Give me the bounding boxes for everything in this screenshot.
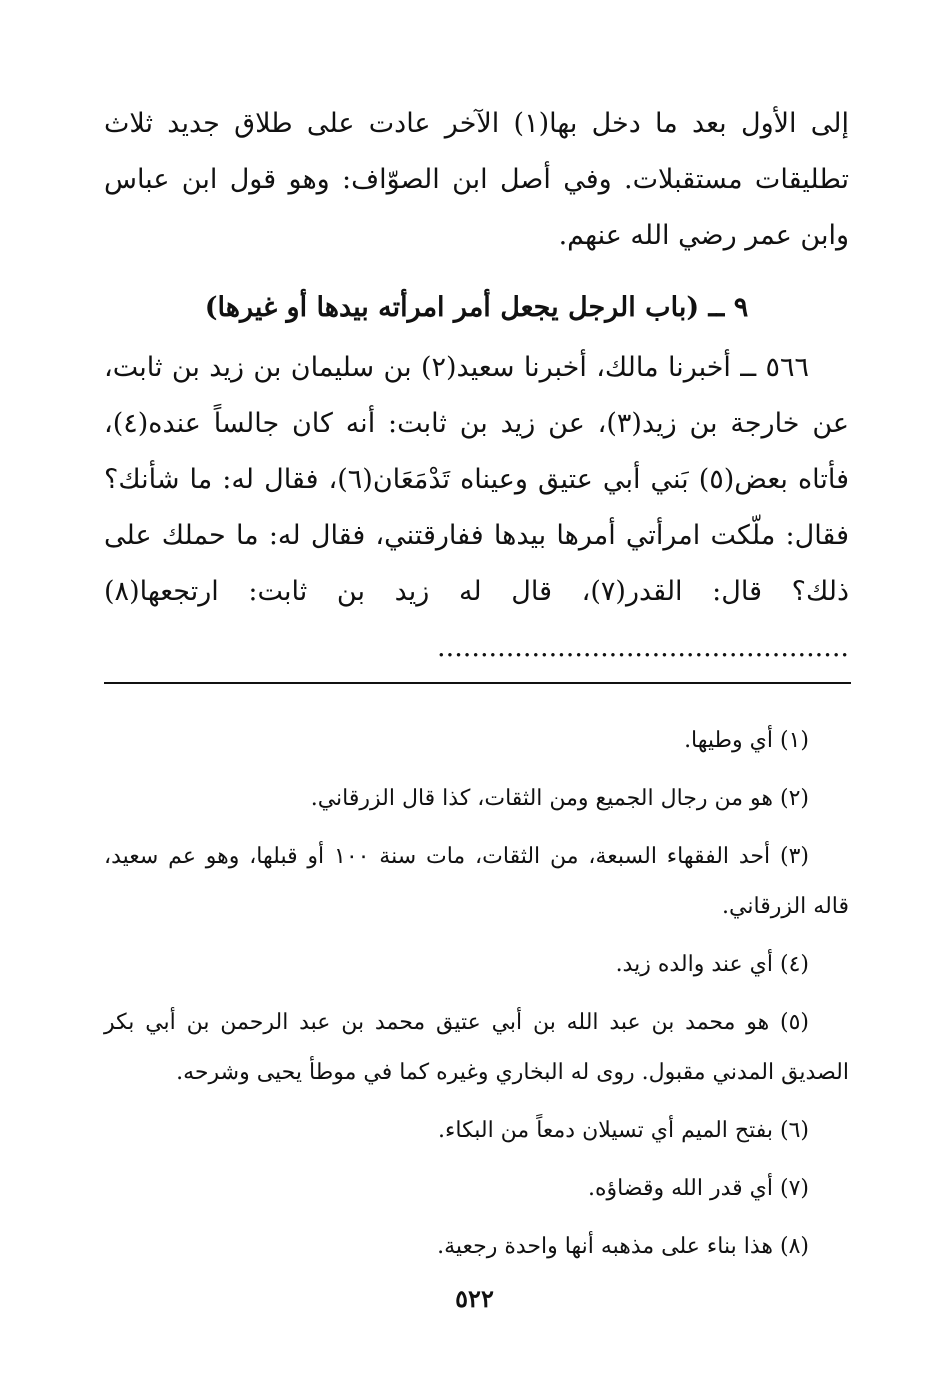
footnote-8: (٨) هذا بناء على مذهبه أنها واحدة رجعية.: [437, 1234, 809, 1259]
footnote-5: (٥) هو محمد بن عبد الله بن أبي عتيق محمد بن عبد الرحمن بن أبي بكر الصديق المدني مقبول. روى له البخاري وغيره كما في موطأ يحيى وشرحه.: [104, 1010, 849, 1085]
footnote-6: (٦) بفتح الميم أي تسيلان دمعاً من البكاء.: [438, 1118, 809, 1143]
hadith-block: [104, 340, 849, 676]
footnote-7: (٧) أي قدر الله وقضاؤه.: [588, 1176, 809, 1201]
paragraph: إلى الأول بعد ما دخل بها(١) الآخر عادت على طلاق جديد ثلاث تطليقات مستقبلات. وفي أصل ابن الصوّاف: وهو قول ابن عباس وابن عمر رضي الله عنهم.: [104, 108, 850, 251]
footnote-1: (١) أي وطيها.: [684, 728, 809, 753]
footnote-divider: [104, 682, 851, 684]
ellipsis-dots: ................................................: [437, 632, 849, 663]
footnote-3: (٣) أحد الفقهاء السبعة، من الثقات، مات سنة ١٠٠ أو قبلها، وهو عم سعيد، قاله الزرقاني.: [104, 844, 849, 919]
section-heading: ٩ ــ (باب الرجل يجعل أمر امرأته بيدها أو غيرها): [204, 292, 749, 323]
hadith-text: [104, 340, 849, 676]
footnote-4: (٤) أي عند والده زيد.: [615, 952, 809, 977]
footnotes-section: [104, 716, 849, 1280]
hadith-body: ٥٦٦ ــ أخبرنا مالك، أخبرنا سعيد(٢) بن سليمان بن زيد بن ثابت، عن خارجة بن زيد(٣)، عن زيد بن ثابت: أنه كان جالساً عنده(٤)، فأتاه بعض(٥) بَني أبي عتيق وعيناه تَدْمَعَان(٦)، فقال له: ما شأنك؟ فقال: ملّكت امرأتي أمرها بيدها ففارقتني، فقال له: ما حملك على ذلك؟ قال: القدر(٧)، قال له زيد بن ثابت: ارتجعها(٨): [104, 352, 849, 607]
main-text-block: [104, 96, 849, 264]
page-number: ٥٢٢: [455, 1284, 494, 1313]
footnote-2: (٢) هو من رجال الجميع ومن الثقات، كذا قال الزرقاني.: [310, 786, 809, 811]
